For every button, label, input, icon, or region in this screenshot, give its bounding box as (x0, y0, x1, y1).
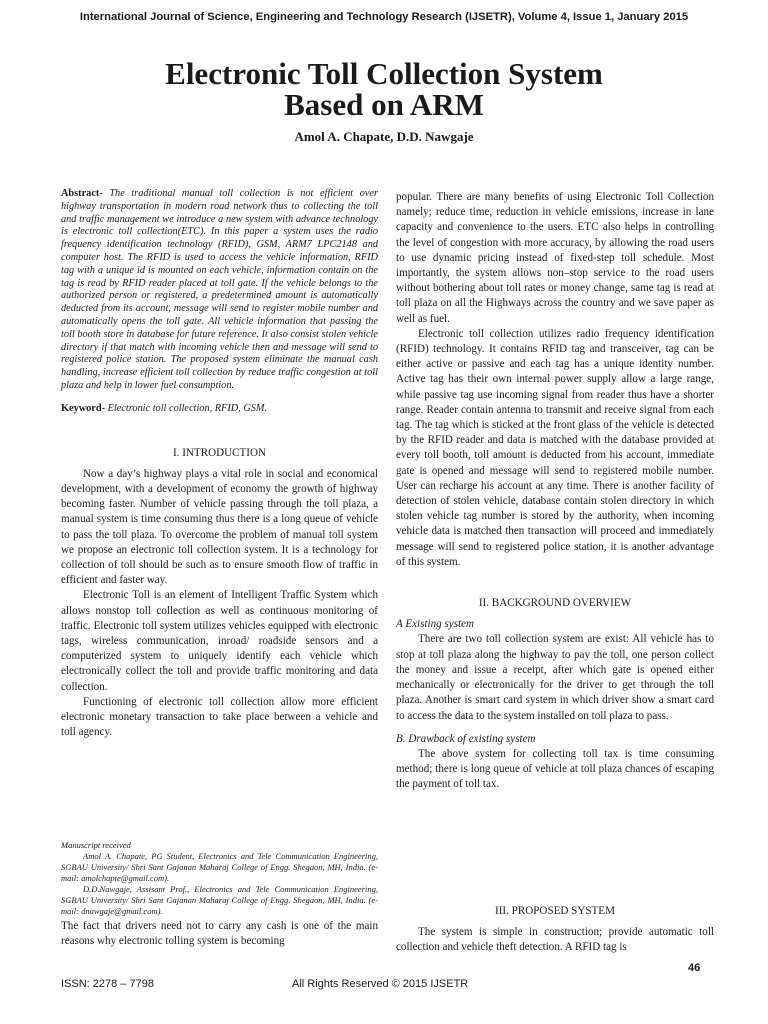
abstract-label: Abstract (61, 188, 100, 199)
intro-paragraph-1: Now a day’s highway plays a vital role in social and economical development, with a development of economy the growth of highway becoming faster. Number of vehicle passing through the toll plaza, a manual system is time consuming thus there is a long queue of vehicle to pass the toll plaza. To overcome the problem of manual toll system we propose an electronic toll collection system. It is a technology for collection of toll should be such as to ensure smooth flow of traffic in efficient and faster way. (61, 467, 378, 587)
left-column (61, 188, 378, 740)
manuscript-received-label: Manuscript received (61, 840, 131, 850)
abstract (61, 188, 378, 393)
right-paragraph-1: popular. There are many benefits of using Electronic Toll Collection namely; reduce time, reduction in vehicle emissions, increase in lane capacity and convenience to the users. ETC also helps in controlling the level of congestion with more accuracy, by allowing the road users to use dynamic pricing instead of fixed-step toll schedule. Most importantly, the system allows non–stop service to the road users without bothering about toll rates or money change, same tag is read at toll plaza on all the Highways across the country and we save paper as well as fuel. (396, 191, 714, 325)
right-paragraph-2: Electronic toll collection utilizes radio frequency identification (RFID) technology. It contains RFID tag and transceiver, tag can be either active or passive and each tag has a unique identity number. Active tag has their own internal power supply allow a large range, while passive tag use incoming signal from reader thus have a shorter range. Reader contain antenna to transmit and receive signal from each tag. The tag which is sticked at the front glass of the vehicle is detected by the RFID reader and data is matched with the database provided at every toll booth, toll amount is deducted from his account, immediate gate is opened and message will send to registered mobile number. User can recharge his account at any time. There is another facility of detection of stolen vehicle, database contain stolen directory in which stolen vehicle tag number is stored by the authority, when incoming vehicle data is matched then transaction will proceed and immediately message will send to registered police station, it is another advantage of this system. (396, 327, 714, 568)
title-line-1: Electronic Toll Collection System (165, 56, 603, 91)
footnotes (61, 840, 378, 949)
footnote-author-2: D.D.Nawgaje, Assisant Prof., Electronics and Tele Communication Engineering, SGBAU University/ Shri Sant Gajanan Maharaj College of Engg. Shegaon, MH, India. (e-mail: dnawgaje@gmail.com). (61, 884, 378, 916)
footer-issn: ISSN: 2278 – 7798 (61, 978, 154, 990)
footnote-author-1: Amol A. Chapate, PG Student, Electronics and Tele Communication Engineering, SGBAU University/ Shri Sant Gajanan Maharaj College of Engg. Shegaon, MH, India. (e-mail: amolchapte@gmail.com). (61, 851, 378, 883)
abstract-text: - The traditional manual toll collection is not efficient over highway transportation in modern road network thus to collecting the toll and traffic management we introduce a new system with advance technology is electronic toll collection(ETC). In this paper a system uses the radio frequency identification technology (RFID), GSM, ARM7 LPC2148 and computer host. The RFID is used to access the vehicle information, RFID tag with a unique id is mounted on each vehicle, information contain on the tag is read by RFID reader placed at toll gate. If the vehicle belongs to the authorized person or registered, a predetermined amount is automatically deducted from its account, message will send to register mobile number and automatically opens the toll gate. All vehicle information that passing the toll booth store in database for future reference. It also consist stolen vehicle directory if that match with incoming vehicle then and message will send to registered police station. The proposed system eliminate the manual cash handling, increase efficient toll collection by reduce traffic congestion at toll plaza and help in lower fuel consumption. (61, 188, 378, 391)
keywords-label: Keyword (61, 402, 102, 414)
footer-rights: All Rights Reserved © 2015 IJSETR (292, 978, 469, 990)
left-column-last-paragraph: The fact that drivers need not to carry any cash is one of the main reasons why electronic tolling system is becoming (61, 920, 378, 948)
right-column (396, 190, 714, 793)
section-heading-introduction: I. INTRODUCTION (172, 446, 267, 459)
journal-header: International Journal of Science, Engineering and Technology Research (IJSETR), Volume 4, Issue 1, January 2015 (79, 11, 689, 23)
intro-paragraph-2: Electronic Toll is an element of Intelligent Traffic System which allows nonstop toll collection as well as continuous monitoring of traffic. Electronic toll system utilizes vehicles equipped with electronic tags, wireless communication, inroad/ roadside sensors and a computerized system to uniquely identify each vehicle which electronically collect the toll and provide traffic monitoring and data collection. (61, 589, 378, 693)
keywords (61, 403, 378, 416)
proposed-system-text: The system is simple in construction; provide automatic toll collection and vehicle theft detection. A RFID tag is (396, 926, 714, 954)
section-heading-background: II. BACKGROUND OVERVIEW (478, 597, 632, 610)
section-heading-proposed: III. PROPOSED SYSTEM (495, 905, 615, 917)
title-line-2: Based on ARM (284, 87, 484, 122)
proposed-system-block (396, 904, 714, 956)
intro-paragraph-3: Functioning of electronic toll collection allow more efficient electronic monetary transaction to take place between a vehicle and toll agency. (61, 695, 378, 739)
subsection-existing-system: A Existing system (396, 618, 475, 631)
drawback-text: The above system for collecting toll tax is time consuming method; there is long queue of vehicle at toll plaza chances of escaping the payment of toll tax. (396, 747, 714, 791)
page-number: 46 (688, 962, 701, 974)
author-list: Amol A. Chapate, D.D. Nawgaje (294, 129, 474, 144)
subsection-drawback: B. Drawback of existing system (396, 732, 536, 745)
paper-title (0, 58, 768, 120)
existing-system-text: There are two toll collection system are exist: All vehicle has to stop at toll plaza along the highway to pay the toll, one person collect the money and issue a receipt, after which gate is opened either mechanically or electronically for the driver to get through the toll plaza. Another is smart card system in which driver show a smart card to access the data to the system installed on toll plaza to pass. (396, 633, 714, 722)
keywords-text: - Electronic toll collection, RFID, GSM. (101, 402, 268, 414)
